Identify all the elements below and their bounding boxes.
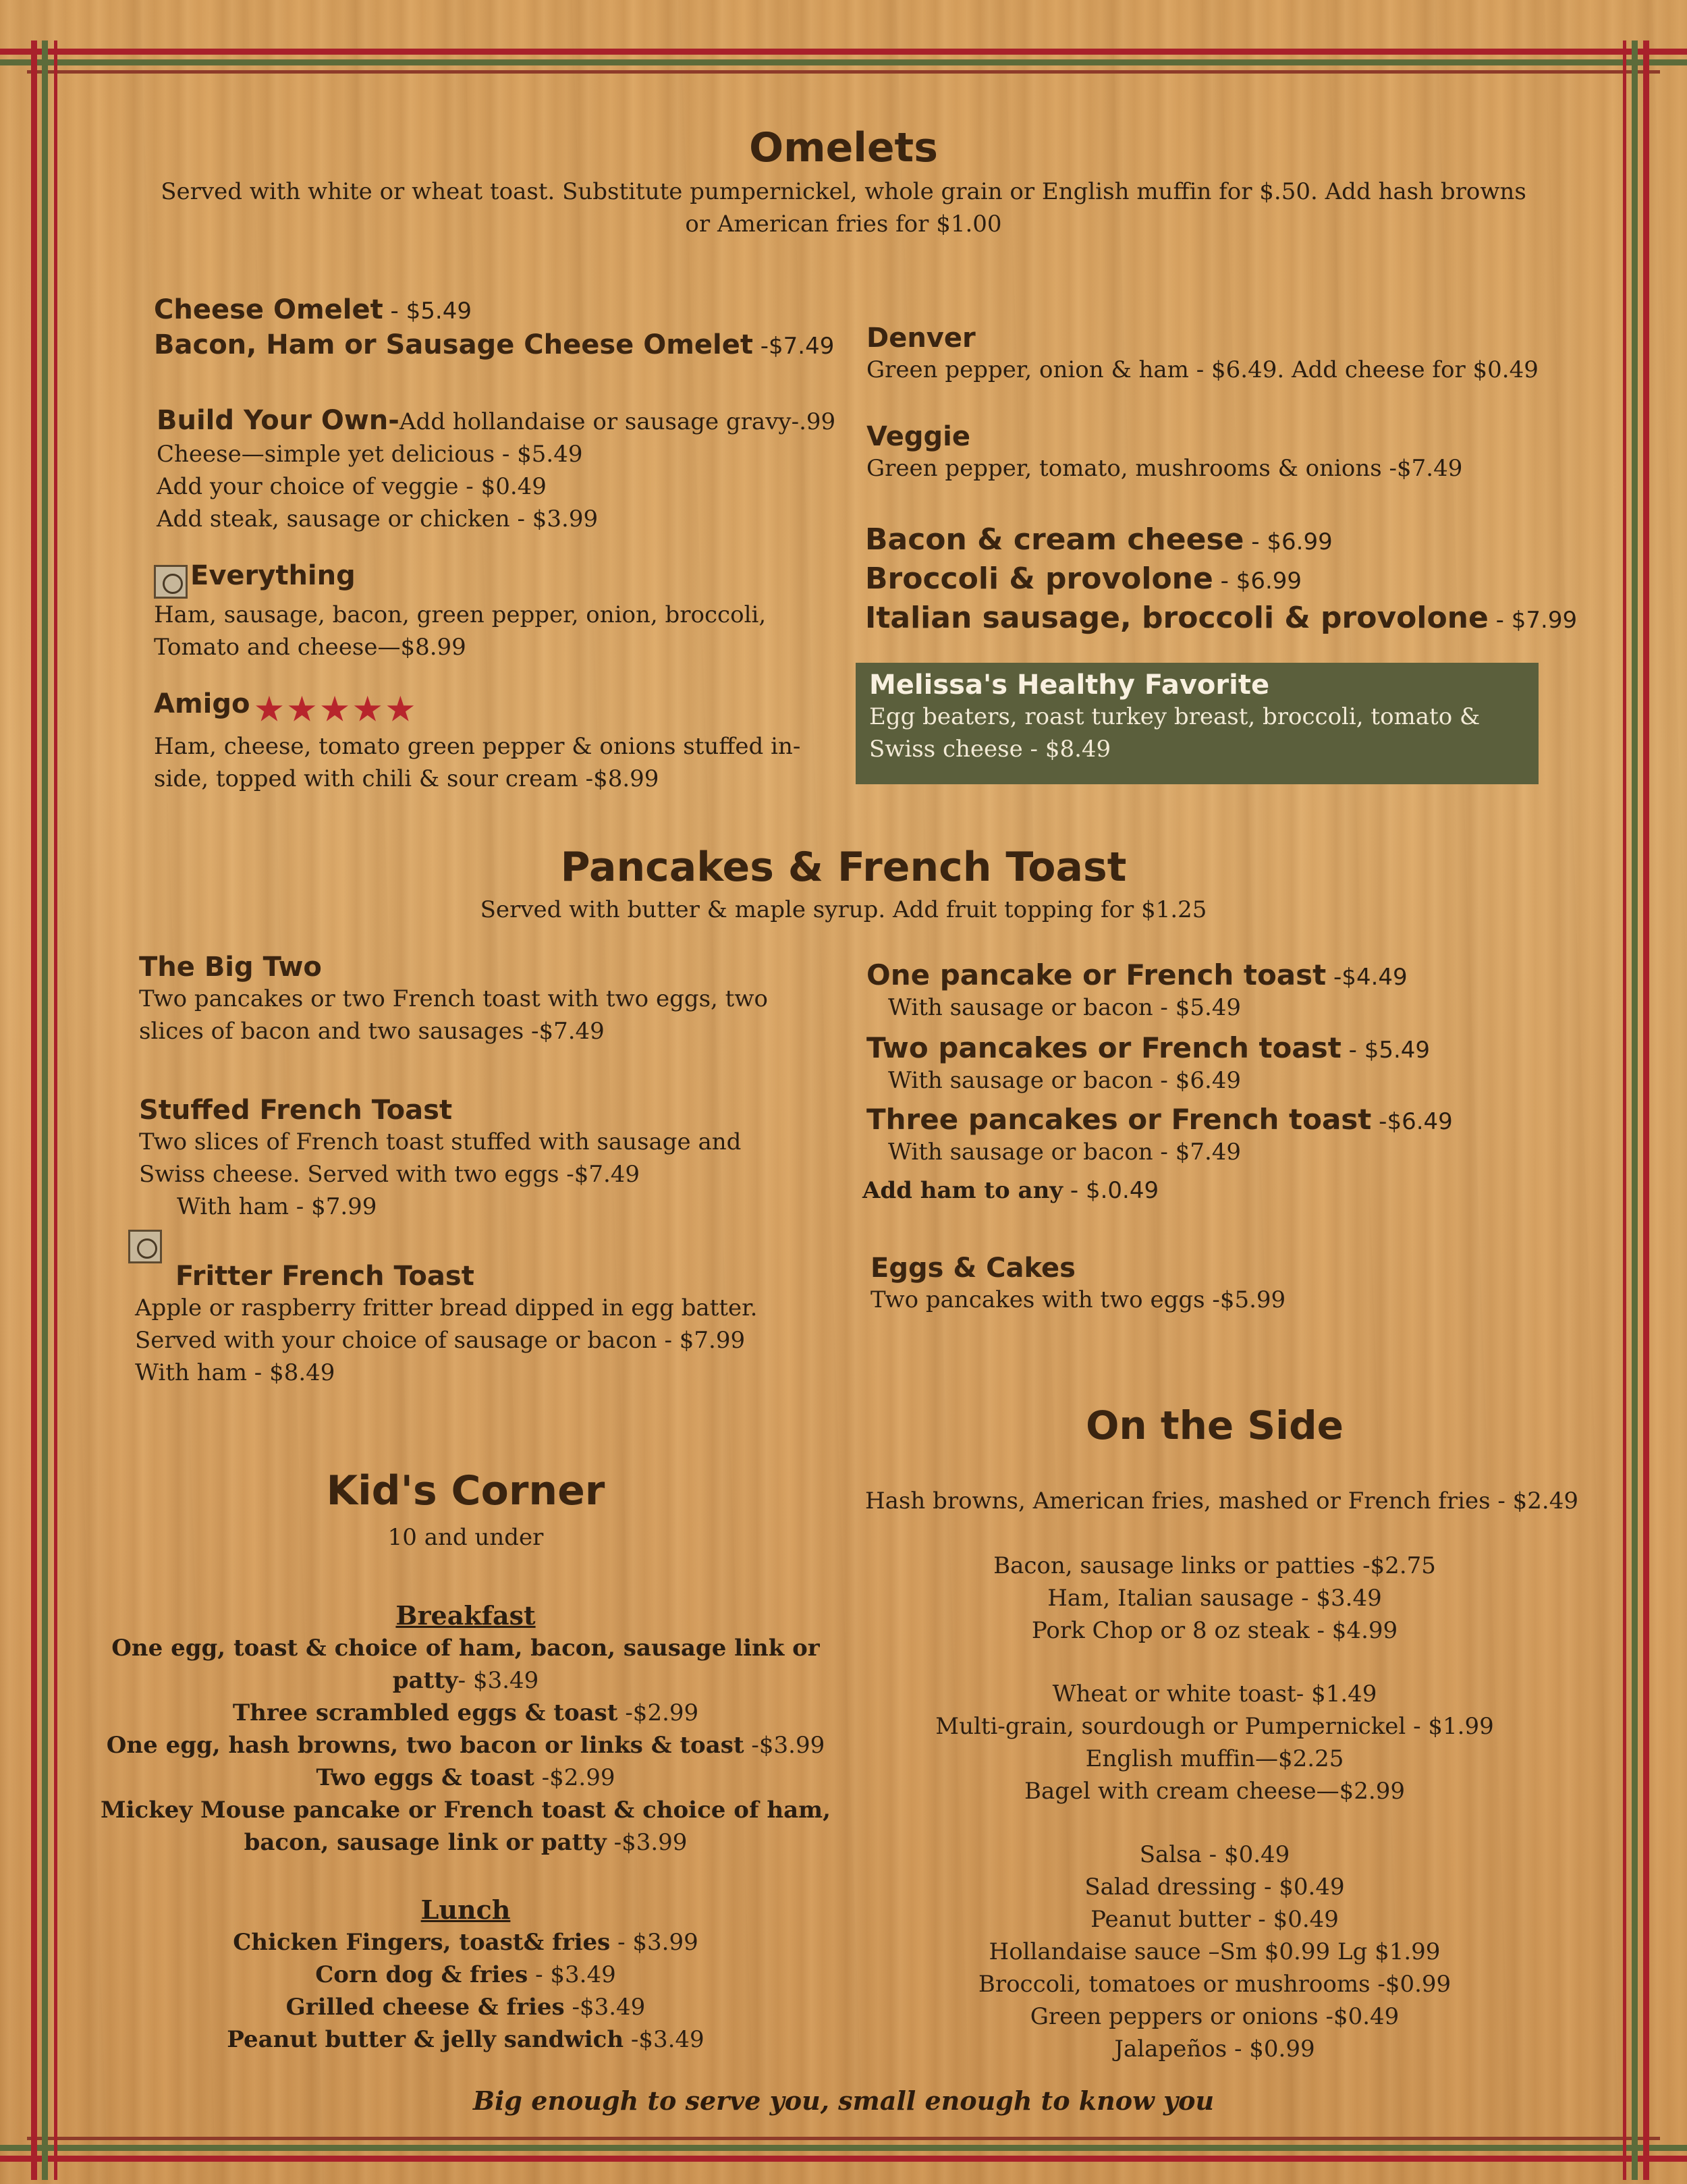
item-price: - $6.99 xyxy=(1244,528,1333,555)
veggie-omelet xyxy=(866,421,1609,485)
kids-item xyxy=(94,1729,837,1762)
item-name: Italian sausage, broccoli & provolone xyxy=(865,601,1489,635)
kids-title: Kid's Corner xyxy=(326,1467,605,1514)
item-name: Fritter French Toast xyxy=(175,1261,474,1292)
line: Egg beaters, roast turkey breast, broccoli, tomato & xyxy=(869,703,1481,730)
item-desc: Two pancakes with two eggs -$5.99 xyxy=(870,1286,1286,1313)
kids-lunch xyxy=(94,1894,837,2056)
side-item: Bacon, sausage links or patties -$2.75 xyxy=(993,1552,1436,1579)
item-price: -$4.49 xyxy=(1326,964,1408,991)
side-item: Peanut butter - $0.49 xyxy=(1090,1906,1339,1933)
one-pancake xyxy=(866,958,1622,1024)
side-group-3 xyxy=(877,1838,1552,2065)
item-name: Eggs & Cakes xyxy=(870,1253,1076,1284)
kids-item-name: patty xyxy=(392,1667,458,1694)
side-group-1 xyxy=(877,1550,1552,1647)
item-price: -$6.49 xyxy=(1371,1108,1453,1135)
kids-item-price: -$2.99 xyxy=(534,1764,615,1791)
item-name: Broccoli & provolone xyxy=(865,562,1213,596)
line: Add steak, sausage or chicken - $3.99 xyxy=(157,506,599,533)
line: Cheese—simple yet delicious - $5.49 xyxy=(157,441,583,468)
border-bottom-red xyxy=(0,2156,1687,2162)
kids-item-name: bacon, sausage link or patty xyxy=(244,1829,607,1856)
line: Swiss cheese - $8.49 xyxy=(869,736,1111,763)
pancakes-title: Pancakes & French Toast xyxy=(560,844,1127,891)
line: Served with your choice of sausage or bacon - $7.99 xyxy=(135,1327,746,1354)
side-item: Multi-grain, sourdough or Pumpernickel - $1.99 xyxy=(935,1713,1494,1740)
side-item: Bagel with cream cheese—$2.99 xyxy=(1024,1778,1405,1805)
kids-breakfast xyxy=(94,1600,837,1859)
line: Tomato and cheese—$8.99 xyxy=(154,633,466,661)
item-sub: With sausage or bacon - $6.49 xyxy=(888,1067,1242,1094)
kids-breakfast-title: Breakfast xyxy=(395,1600,536,1631)
line: Two slices of French toast stuffed with sausage and xyxy=(139,1128,742,1155)
kids-item-price: -$2.99 xyxy=(617,1699,699,1726)
melissa-favorite-box xyxy=(856,663,1539,784)
border-bottom-green xyxy=(0,2145,1687,2151)
item-name: Denver xyxy=(866,323,976,354)
kids-item xyxy=(94,1632,837,1664)
two-pancakes xyxy=(866,1031,1622,1097)
line: With ham - $8.49 xyxy=(135,1359,335,1386)
kids-item-price: -$3.49 xyxy=(624,2026,704,2053)
everything-omelet xyxy=(154,560,883,663)
footer-tagline: Big enough to serve you, small enough to know you xyxy=(472,2085,1215,2116)
border-right-red xyxy=(1643,40,1649,2180)
item-desc: Green pepper, onion & ham - $6.49. Add cheese for $0.49 xyxy=(866,356,1539,383)
item-price: - $6.99 xyxy=(1213,568,1302,595)
kids-item-name: One egg, hash browns, two bacon or links & toast xyxy=(106,1732,744,1759)
item-name: Three pancakes or French toast xyxy=(866,1103,1372,1136)
build-your-own xyxy=(157,405,872,535)
item-price: -$7.49 xyxy=(752,333,835,360)
kids-item-price: -$3.99 xyxy=(744,1732,825,1759)
cheese-omelet xyxy=(154,294,472,325)
favorite-badge-icon xyxy=(154,565,188,599)
kids-item xyxy=(94,1926,837,1959)
kids-item-name: Two eggs & toast xyxy=(316,1764,534,1791)
item-name: Veggie xyxy=(866,421,971,452)
side-item: Jalapeños - $0.99 xyxy=(1114,2036,1315,2063)
broccoli-provolone-omelet xyxy=(865,562,1302,596)
pancakes-subtitle: Served with butter & maple syrup. Add fruit topping for $1.25 xyxy=(480,896,1207,923)
side-item: Broccoli, tomatoes or mushrooms -$0.99 xyxy=(978,1971,1451,1998)
kids-item xyxy=(94,2023,837,2056)
line: Add your choice of veggie - $0.49 xyxy=(157,473,547,500)
kids-item-price: - $3.99 xyxy=(610,1929,698,1956)
kids-item-name: One egg, toast & choice of ham, bacon, sausage link or xyxy=(111,1635,820,1662)
border-top-green xyxy=(0,59,1687,65)
kids-item xyxy=(94,1794,837,1826)
favorite-badge-icon xyxy=(128,1230,162,1263)
add-ham xyxy=(862,1174,1159,1207)
omelets-title: Omelets xyxy=(749,124,938,171)
side-group-2 xyxy=(877,1678,1552,1807)
item-name: One pancake or French toast xyxy=(866,958,1327,991)
omelets-subtitle-1: Served with white or wheat toast. Substitute pumpernickel, whole grain or English muffin for $.50. Add hash browns xyxy=(161,178,1526,205)
item-sub: With sausage or bacon - $5.49 xyxy=(888,994,1242,1021)
big-two xyxy=(139,952,881,1047)
kids-item-name: Grilled cheese & fries xyxy=(285,1994,565,2021)
line: Ham, cheese, tomato green pepper & onions stuffed in- xyxy=(154,732,801,760)
side-item: Salad dressing - $0.49 xyxy=(1084,1874,1345,1901)
fritter-french-toast xyxy=(135,1261,891,1389)
item-price: - $5.49 xyxy=(1341,1037,1431,1064)
side-item: Hollandaise sauce –Sm $0.99 Lg $1.99 xyxy=(989,1938,1441,1965)
item-sub: With sausage or bacon - $7.49 xyxy=(888,1139,1242,1166)
kids-item-price: -$3.49 xyxy=(564,1994,646,2021)
bacon-ham-omelet xyxy=(154,329,834,360)
item-name: Two pancakes or French toast xyxy=(866,1031,1342,1064)
side-title: On the Side xyxy=(1086,1402,1344,1448)
italian-omelet xyxy=(865,601,1577,635)
kids-lunch-title: Lunch xyxy=(420,1894,511,1925)
kids-item-name: Three scrambled eggs & toast xyxy=(232,1699,618,1726)
star-rating-icon: ★★★★★ xyxy=(253,689,418,730)
denver-omelet xyxy=(866,323,1609,386)
amigo-omelet xyxy=(154,688,896,795)
kids-item-price: - $3.49 xyxy=(528,1961,616,1988)
item-name: The Big Two xyxy=(139,952,322,983)
item-price: - $.0.49 xyxy=(1063,1177,1159,1204)
border-left-green xyxy=(42,40,48,2180)
side-item: Pork Chop or 8 oz steak - $4.99 xyxy=(1031,1617,1398,1644)
border-bottom-brown xyxy=(27,2137,1660,2140)
side-item: Ham, Italian sausage - $3.49 xyxy=(1047,1585,1382,1612)
kids-item xyxy=(94,1826,837,1859)
line: Swiss cheese. Served with two eggs -$7.49 xyxy=(139,1161,640,1188)
side-item: Salsa - $0.49 xyxy=(1139,1841,1290,1868)
line: Apple or raspberry fritter bread dipped in egg batter. xyxy=(135,1294,758,1321)
border-left-inner xyxy=(54,40,57,2180)
kids-item xyxy=(94,1697,837,1729)
item-addon: Add hollandaise or sausage gravy-.99 xyxy=(399,408,836,435)
three-pancakes xyxy=(866,1103,1622,1168)
line: Ham, sausage, bacon, green pepper, onion, broccoli, xyxy=(154,601,767,628)
line: With ham - $7.99 xyxy=(177,1193,377,1220)
item-name: Everything xyxy=(190,560,356,591)
kids-subtitle: 10 and under xyxy=(387,1524,544,1551)
kids-item-price: - $3.49 xyxy=(458,1667,539,1694)
line: Two pancakes or two French toast with two eggs, two xyxy=(139,985,768,1012)
item-name: Cheese Omelet xyxy=(154,294,383,325)
line: slices of bacon and two sausages -$7.49 xyxy=(139,1018,605,1045)
border-top-brown xyxy=(27,70,1660,74)
kids-item-name: Peanut butter & jelly sandwich xyxy=(227,2026,624,2053)
border-top-red xyxy=(0,49,1687,55)
item-name: Bacon, Ham or Sausage Cheese Omelet xyxy=(154,329,753,360)
eggs-and-cakes xyxy=(870,1253,1613,1316)
stuffed-french-toast xyxy=(139,1095,881,1223)
kids-item-name: Corn dog & fries xyxy=(315,1961,528,1988)
item-price: - $5.49 xyxy=(383,298,472,325)
item-name: Bacon & cream cheese xyxy=(865,522,1244,557)
side-item: Green peppers or onions -$0.49 xyxy=(1030,2003,1400,2030)
item-desc: Green pepper, tomato, mushrooms & onions -$7.49 xyxy=(866,455,1463,482)
bacon-cream-omelet xyxy=(865,522,1333,557)
border-right-inner xyxy=(1623,40,1626,2180)
item-name: Stuffed French Toast xyxy=(139,1095,453,1126)
border-right-green xyxy=(1632,40,1638,2180)
side-hash: Hash browns, American fries, mashed or French fries - $2.49 xyxy=(865,1487,1578,1514)
kids-item-price: -$3.99 xyxy=(606,1829,688,1856)
item-name: Add ham to any xyxy=(862,1177,1063,1204)
line: side, topped with chili & sour cream -$8.99 xyxy=(154,765,659,792)
side-item: English muffin—$2.25 xyxy=(1085,1745,1344,1772)
item-name: Amigo xyxy=(154,688,250,719)
side-item: Wheat or white toast- $1.49 xyxy=(1052,1681,1377,1708)
omelets-subtitle-2: or American fries for $1.00 xyxy=(685,211,1002,238)
kids-item xyxy=(94,1991,837,2023)
kids-item xyxy=(94,1664,837,1697)
item-name: Build Your Own- xyxy=(157,405,399,436)
kids-item xyxy=(94,1762,837,1794)
item-name: Melissa's Healthy Favorite xyxy=(869,670,1270,701)
border-left-red xyxy=(31,40,37,2180)
kids-item-name: Mickey Mouse pancake or French toast & choice of ham, xyxy=(101,1797,831,1824)
item-price: - $7.99 xyxy=(1488,607,1578,634)
kids-item-name: Chicken Fingers, toast& fries xyxy=(233,1929,611,1956)
kids-item xyxy=(94,1959,837,1991)
